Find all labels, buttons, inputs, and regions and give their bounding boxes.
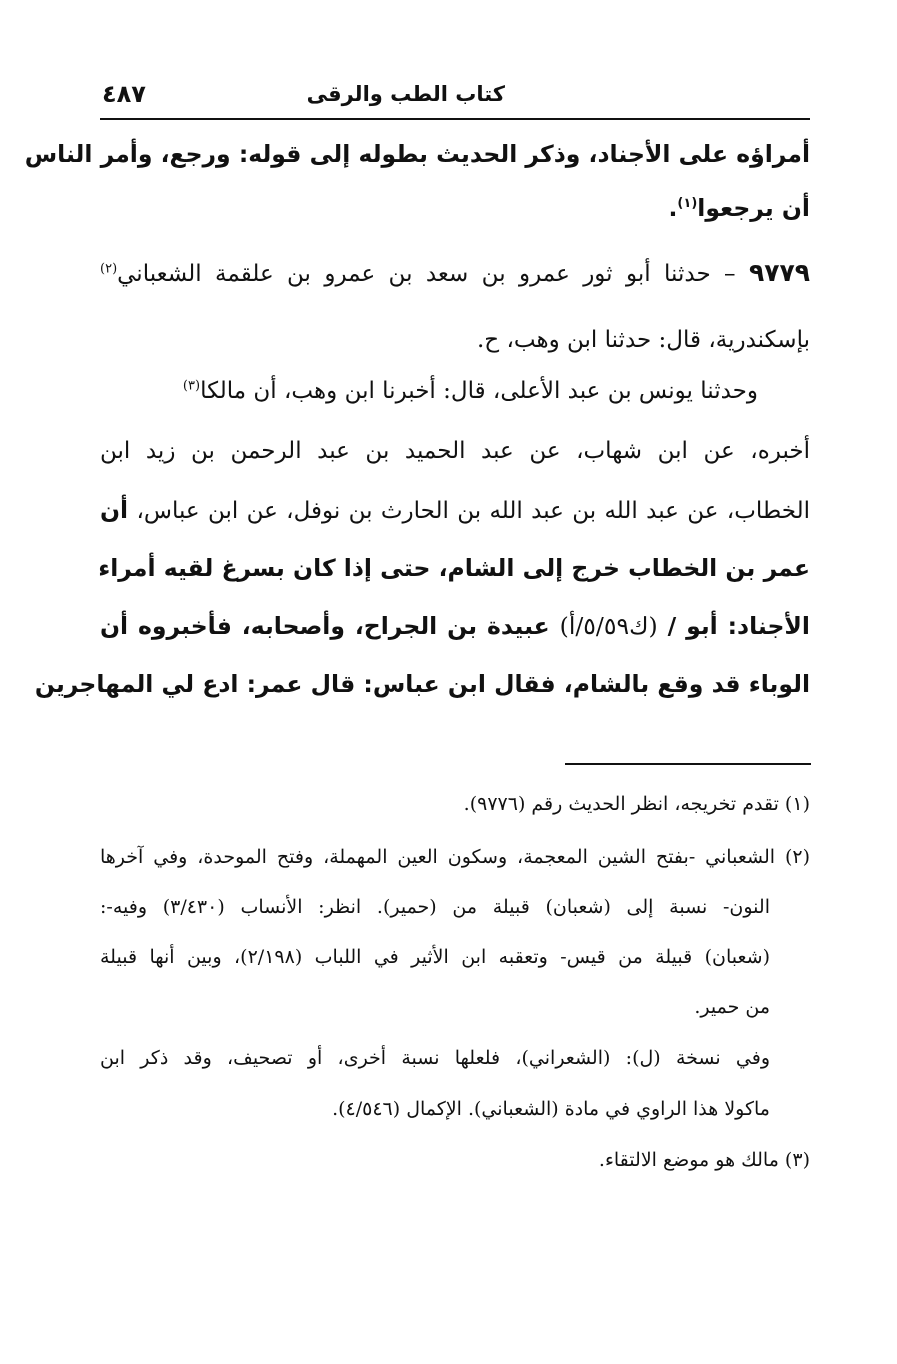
body-text: أمراؤه على الأجناد، وذكر الحديث بطوله إلى قوله: ورجع، وأمر الناس — [24, 140, 810, 168]
body-text-bold: أن — [100, 496, 129, 524]
body-text: أخبره، عن ابن شهاب، عن عبد الحميد بن عبد الرحمن بن زيد ابن — [100, 438, 810, 464]
footnote-text: وفي نسخة (ل): (الشعراني)، فلعلها نسبة أخرى، أو تصحيف، وقد ذكر ابن — [100, 1047, 770, 1069]
footnote-2-line-6 — [100, 1098, 770, 1120]
footnote-2-line-2 — [100, 896, 770, 918]
footnote-2-line-4 — [100, 996, 770, 1018]
body-text: عمر بن الخطاب خرج إلى الشام، حتى إذا كان بسرغ لقيه أمراء — [98, 554, 810, 582]
header-rule — [100, 118, 810, 120]
footnote-text: النون- نسبة إلى (شعبان) قبيلة من (حمير). انظر: الأنساب (٣/٤٣٠) وفيه-: — [100, 896, 770, 918]
body-text: أن يرجعوا — [697, 194, 810, 222]
footnote-ref: (٣) — [182, 378, 201, 394]
body-text: الأجناد: أبو / — [667, 612, 810, 640]
body-text: . — [668, 194, 678, 222]
footnote-text: (٣) مالك هو موضع الالتقاء. — [598, 1149, 810, 1171]
footnote-text: من حمير. — [694, 996, 770, 1018]
footnote-3 — [100, 1149, 810, 1171]
manuscript-ref: (ك٥/٥٩/أ) — [559, 612, 658, 640]
body-text: وحدثنا يونس بن عبد الأعلى، قال: أخبرنا ابن وهب، أن مالكا — [200, 378, 758, 404]
body-line-8 — [100, 554, 810, 582]
body-text: الوباء قد وقع بالشام، فقال ابن عباس: قال عمر: ادع لي المهاجرين — [34, 670, 810, 698]
footnote-ref: (١) — [677, 196, 698, 212]
footnote-ref: (٢) — [100, 261, 118, 277]
footnote-2-line-5 — [100, 1047, 770, 1069]
body-line-7 — [100, 496, 810, 524]
body-text: عبيدة بن الجراح، وأصحابه، فأخبروه أن — [100, 612, 550, 640]
body-line-5 — [100, 378, 810, 404]
footnote-2-line-1 — [100, 846, 810, 868]
footnote-text: (٢) الشعباني -بفتح الشين المعجمة، وسكون العين المهملة، وفتح الموحدة، وفي آخرها — [100, 846, 810, 868]
body-text: – حدثنا أبو ثور عمرو بن سعد بن عمرو بن علقمة الشعباني — [117, 261, 736, 287]
body-line-3 — [100, 258, 810, 287]
footnote-text: ماكولا هذا الراوي في مادة (الشعباني). الإكمال (٤/٥٤٦). — [332, 1098, 770, 1120]
body-text: بإسكندرية، قال: حدثنا ابن وهب، ح. — [476, 327, 810, 353]
body-line-1 — [24, 140, 810, 168]
body-line-4 — [100, 327, 810, 353]
hadith-number: ٩٧٧٩ — [748, 258, 810, 287]
body-text: الخطاب، عن عبد الله بن عبد الله بن الحارث بن نوفل، عن ابن عباس، — [136, 498, 810, 524]
body-line-6 — [100, 438, 810, 464]
body-line-9 — [100, 612, 810, 640]
body-line-2 — [100, 194, 810, 222]
body-line-10 — [34, 670, 810, 698]
footnote-text: (شعبان) قبيلة من قيس- وتعقبه ابن الأثير في اللباب (٢/١٩٨)، وبين أنها قبيلة — [100, 946, 770, 968]
footnote-1 — [100, 793, 810, 815]
footnote-2-line-3 — [100, 946, 770, 968]
footnote-text: (١) تقدم تخريجه، انظر الحديث رقم (٩٧٧٦). — [463, 793, 810, 815]
chapter-title: كتاب الطب والرقى — [306, 82, 505, 106]
footnote-rule — [565, 763, 811, 765]
page-number: ٤٨٧ — [102, 80, 146, 108]
running-header — [100, 74, 810, 118]
